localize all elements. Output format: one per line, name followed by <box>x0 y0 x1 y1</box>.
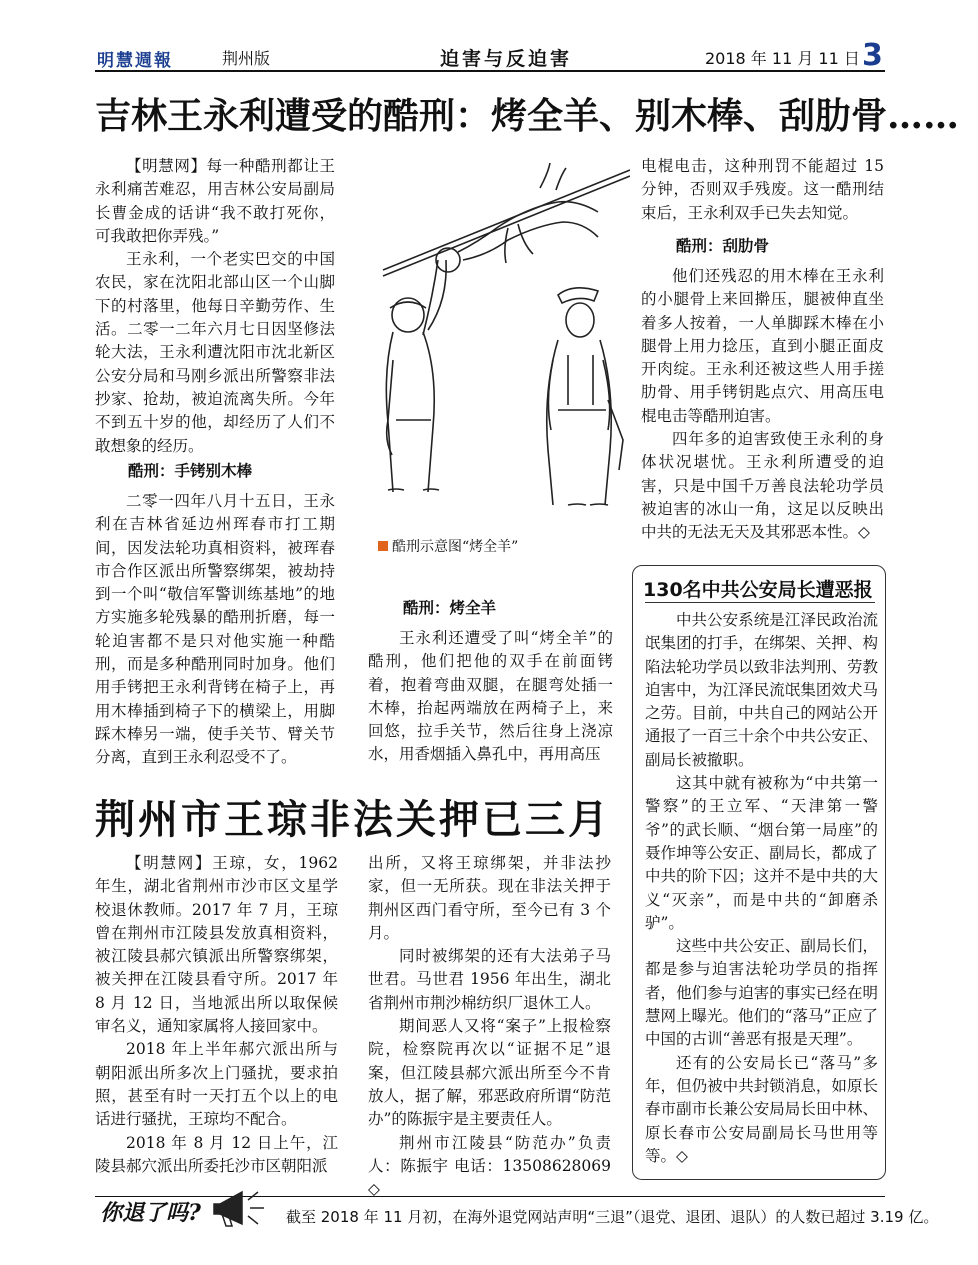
article2-column2 <box>368 852 611 1201</box>
footer-slogan: 你退了吗? <box>100 1200 201 1226</box>
megaphone-icon <box>212 1180 274 1236</box>
subheading-roast: 酷刑：烤全羊 <box>403 599 497 617</box>
paragraph: 出所，又将王琼绑架，并非法抄家，但一无所获。现在非法关押于荆州区西门看守所，至今已有 3 个月。 <box>368 854 611 942</box>
article1-column1 <box>95 155 335 458</box>
illustration-caption <box>378 536 518 556</box>
caption-text: 酷刑示意图“烤全羊” <box>392 539 519 555</box>
sidebar-body <box>645 609 878 1168</box>
article1-column3b <box>641 265 884 545</box>
sidebar-title-rule <box>645 602 875 603</box>
masthead: 明慧週報 <box>97 51 173 71</box>
paragraph: 同时被绑架的还有大法弟子马世君。马世君 1956 年出生，湖北省荆州市荆沙棉纺织厂退休工人。 <box>368 947 611 1012</box>
sidebar-title: 130名中共公安局长遭恶报 <box>643 579 873 601</box>
paragraph: 还有的公安局长已“落马”多年，但仍被中共封锁消息，如原长春市副市长兼公安局局长田中林、原长春市公安局副局长马世用等等。◇ <box>645 1053 878 1165</box>
paragraph: 王永利，一个老实巴交的中国农民，家在沈阳北部山区一个山脚下的村落里，他每日辛勤劳作、生活。二零一二年六月七日因坚修法轮大法，王永利遭沈阳市沈北新区公安分局和马刚乡派出所警察非法抄家、抢劫，被迫流离失所。今年不到五十岁的他，却经历了人们不敢想象的经历。 <box>95 250 335 455</box>
paragraph: 王永利还遭受了叫“烤全羊”的酷刑，他们把他的双手在前面铐着，抱着弯曲双腿，在腿弯处插一木棒，抬起两端放在两椅子上，来回悠，拉手关节，然后往身上浇凉水，用香烟插入鼻孔中，再用高压 <box>368 629 613 764</box>
paragraph: 【明慧网】王琼，女，1962 年生，湖北省荆州市沙市区文星学校退休教师。2017 年 7 月，王琼曾在荆州市江陵县发放真相资料，被江陵县郝穴镇派出所警察绑架，被关押在江陵县看守所。2017 年 8 月 12 日，当地派出所以取保候审名义，通知家属将人接回家中。 <box>95 854 338 1036</box>
footer-text: 截至 2018 年 11 月初，在海外退党网站声明“三退”（退党、退团、退队）的人数已超过 3.19 亿。 <box>286 1208 939 1226</box>
paragraph: 二零一四年八月十五日，王永利在吉林省延边州珲春市打工期间，因发法轮功真相资料，被珲春市合作区派出所警察绑架，被劫持到一个叫“敬信军警训练基地”的地方实施多轮残暴的酷刑折磨，每一轮迫害都不是只对他实施一种酷刑，而是多种酷刑同时加身。他们用手铐把王永利背铐在椅子上，再用木棒插到椅子下的横梁上，用脚踩木棒另一端，使手关节、臂关节分离，直到王永利忍受不了。 <box>95 492 335 767</box>
article1-title: 吉林王永利遭受的酷刑：烤全羊、别木棒、刮肋骨…… <box>95 95 960 137</box>
paragraph: 他们还残忍的用木棒在王永利的小腿骨上来回擀压，腿被伸直坐着多人按着，一人单脚踩木棒在小腿骨上用力捻压，直到小腿正面皮开肉绽。王永利还被这些人用手搓肋骨、用手铐钥匙点穴、用高压电棍电击等酷刑迫害。 <box>641 267 884 425</box>
article1-column2 <box>368 627 613 767</box>
paragraph: 2018 年上半年郝穴派出所与朝阳派出所多次上门骚扰，要求拍照，甚至有时一天打五个以上的电话进行骚扰，王琼均不配合。 <box>95 1040 338 1129</box>
issue-date: 2018 年 11 月 11 日 <box>705 49 860 68</box>
paragraph: 2018 年 8 月 12 日上午，江陵县郝穴派出所委托沙市区朝阳派 <box>95 1133 338 1175</box>
header-rule <box>95 70 885 72</box>
subheading-ribs: 酷刑：刮肋骨 <box>676 237 770 255</box>
article1-column3 <box>641 155 884 225</box>
paragraph: 中共公安系统是江泽民政治流氓集团的打手，在绑架、关押、构陷法轮功学员以致非法判刑、劳教迫害中，为江泽民流氓集团效犬马之劳。目前，中共自己的网站公开通报了一百三十余个中共公安正、副局长被撤职。 <box>645 611 878 769</box>
paragraph: 电棍电击，这种刑罚不能超过 15 分钟，否则双手残废。这一酷刑结束后，王永利双手已失去知觉。 <box>641 157 884 222</box>
paragraph: 四年多的迫害致使王永利的身体状况堪忧。王永利所遭受的迫害，只是中国千万善良法轮功学员被迫害的冰山一角，这足以反映出中共的无法无天及其邪恶本性。◇ <box>641 430 884 542</box>
paragraph: 这其中就有被称为“中共第一警察”的王立军、“天津第一警爷”的武长顺、“烟台第一局座”的聂作坤等公安正、副局长，都成了中共的阶下囚；这并不是中共的大义“灭亲”，而是中共的“卸磨杀驴”。 <box>645 774 878 932</box>
torture-illustration <box>368 160 630 530</box>
paragraph: 荆州市江陵县“防范办”负责人：陈振宇 电话：13508628069 ◇ <box>368 1133 611 1199</box>
paragraph: 这些中共公安正、副局长们，都是参与迫害法轮功学员的指挥者，他们参与迫害的事实已经在明慧网上曝光。他们的“落马”正应了中国的古训“善恶有报是天理”。 <box>645 937 878 1049</box>
paragraph: 【明慧网】每一种酷刑都让王永利痛苦难忍，用吉林公安局副局长曹金成的话讲“我不敢打死你，可我敢把你弄残。” <box>95 157 335 245</box>
paragraph: 期间恶人又将“案子”上报检察院，检察院再次以“证据不足”退案，但江陵县郝穴派出所至今不肯放人，据了解，邪恶政府所谓“防范办”的陈振宇是主要责任人。 <box>368 1017 611 1129</box>
article1-column1b <box>95 490 335 770</box>
page-number: 3 <box>862 38 883 73</box>
section-title: 迫害与反迫害 <box>440 48 573 70</box>
caption-marker-icon <box>378 541 388 551</box>
subheading-handcuff: 酷刑：手铐别木棒 <box>128 462 253 480</box>
article2-column1 <box>95 852 338 1178</box>
edition-label: 荆州版 <box>222 49 271 68</box>
article2-title: 荆州市王琼非法关押已三月 <box>95 797 611 843</box>
